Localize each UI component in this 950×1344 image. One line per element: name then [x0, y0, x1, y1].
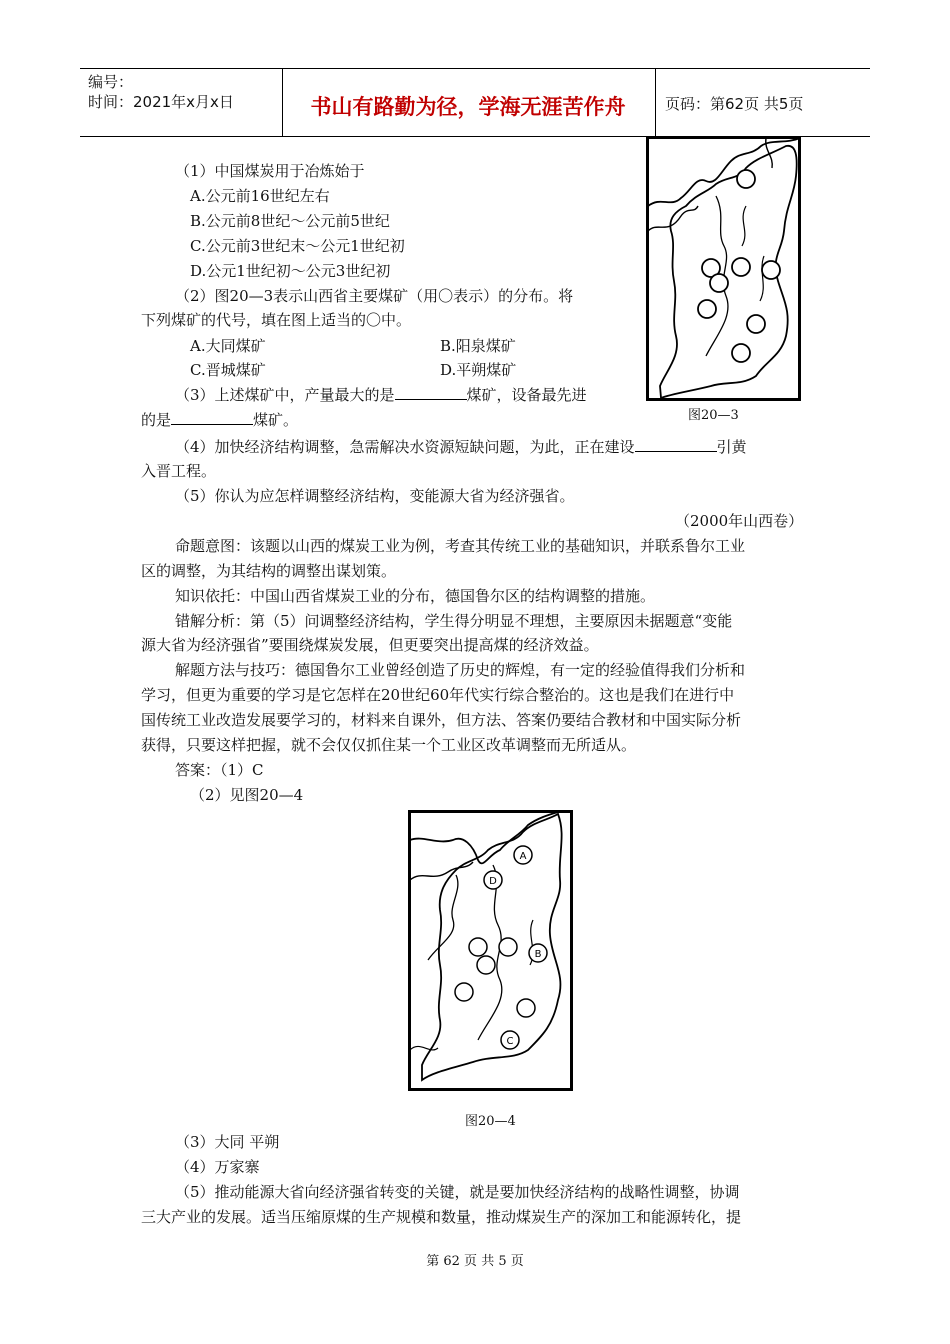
answer-5-line1: （5）推动能源大省向经济强省转变的关键，就是要加快经济结构的战略性调整，协调	[175, 1183, 740, 1201]
intent-line1: 命题意图：该题以山西的煤炭工业为例，考查其传统工业的基础知识，并联系鲁尔工业	[175, 537, 746, 555]
error-line2: 源大省为经济强省”要围绕煤炭发展，但更要突出提高煤的经济效益。	[141, 636, 599, 654]
method-line3: 国传统工业改造发展要学习的，材料来自课外，但方法、答案仍要结合教材和中国实际分析	[141, 711, 742, 729]
map2-label-b: B	[534, 949, 542, 960]
error-line1: 错解分析：第（5）问调整经济结构，学生得分明显不理想，主要原因未据题意“变能	[175, 612, 733, 630]
q4-line1	[175, 436, 747, 458]
method-line2: 学习，但更为重要的学习是它怎样在20世纪60年代实行综合整治的。这也是我们在进行中	[141, 686, 735, 704]
q2-line2: 下列煤矿的代号，填在图上适当的〇中。	[141, 311, 412, 329]
answer-4: （4）万家寨	[175, 1158, 260, 1176]
q4-line2: 入晋工程。	[141, 462, 217, 480]
basis: 知识依托：中国山西省煤炭工业的分布，德国鲁尔区的结构调整的措施。	[175, 587, 656, 605]
q3-blank-2	[171, 409, 253, 425]
q3-text-2: 煤矿，设备最先进	[466, 386, 587, 404]
map-20-3	[646, 136, 802, 402]
q4-blank	[635, 436, 717, 452]
q2-option-b: B.阳泉煤矿	[440, 337, 516, 355]
q1-stem: （1）中国煤炭用于冶炼始于	[175, 162, 365, 180]
q3-text-3: 的是	[141, 411, 172, 429]
answer-1: 答案：（1）C	[175, 761, 264, 779]
q1-option-d: D.公元1世纪初～公元3世纪初	[190, 262, 391, 280]
q2-option-a: A.大同煤矿	[190, 337, 266, 355]
map2-label-a: A	[519, 851, 527, 862]
date-label: 时间：2021年x月x日	[88, 93, 234, 111]
number-label: 编号：	[88, 73, 134, 91]
q3-line1	[175, 384, 587, 406]
header-motto: 书山有路勤为径，学海无涯苦作舟	[310, 95, 626, 119]
intent-line2: 区的调整，为其结构的调整出谋划策。	[141, 562, 397, 580]
q1-option-b: B.公元前8世纪～公元前5世纪	[190, 212, 390, 230]
q2-option-c: C.晋城煤矿	[190, 361, 266, 379]
q3-line2	[141, 409, 298, 431]
q3-text-1: （3）上述煤矿中，产量最大的是	[175, 386, 395, 404]
page-footer: 第 62 页 共 5 页	[426, 1254, 524, 1269]
map2-label-c: C	[506, 1036, 514, 1047]
q1-option-c: C.公元前3世纪末～公元1世纪初	[190, 237, 405, 255]
header-left	[88, 72, 234, 112]
map-20-4-caption: 图20—4	[465, 1114, 516, 1129]
q2-option-d: D.平朔煤矿	[440, 361, 517, 379]
method-line4: 获得，只要这样把握，就不会仅仅抓住某一个工业区改革调整而无所适从。	[141, 736, 637, 754]
q5: （5）你认为应怎样调整经济结构，变能源大省为经济强省。	[175, 487, 575, 505]
header-divider-2	[655, 68, 656, 136]
map-20-4	[408, 810, 574, 1092]
header-top-rule	[80, 68, 870, 69]
answer-2: （2）见图20—4	[190, 786, 304, 804]
q3-text-4: 煤矿。	[253, 411, 299, 429]
header-page-label: 页码：第62页 共5页	[665, 95, 804, 113]
q2-line1: （2）图20—3表示山西省主要煤矿（用〇表示）的分布。将	[175, 287, 574, 305]
q4-text-2: 引黄	[716, 438, 747, 456]
answer-3: （3）大同 平朔	[175, 1133, 280, 1151]
q4-text-1: （4）加快经济结构调整，急需解决水资源短缺问题，为此，正在建设	[175, 438, 635, 456]
q3-blank-1	[395, 384, 467, 400]
map2-label-d: D	[489, 876, 497, 887]
source: （2000年山西卷）	[675, 512, 804, 530]
q1-option-a: A.公元前16世纪左右	[190, 187, 330, 205]
method-line1: 解题方法与技巧：德国鲁尔工业曾经创造了历史的辉煌，有一定的经验值得我们分析和	[175, 661, 746, 679]
answer-5-line2: 三大产业的发展。适当压缩原煤的生产规模和数量，推动煤炭生产的深加工和能源转化，提	[141, 1208, 742, 1226]
map-20-3-caption: 图20—3	[688, 408, 739, 423]
